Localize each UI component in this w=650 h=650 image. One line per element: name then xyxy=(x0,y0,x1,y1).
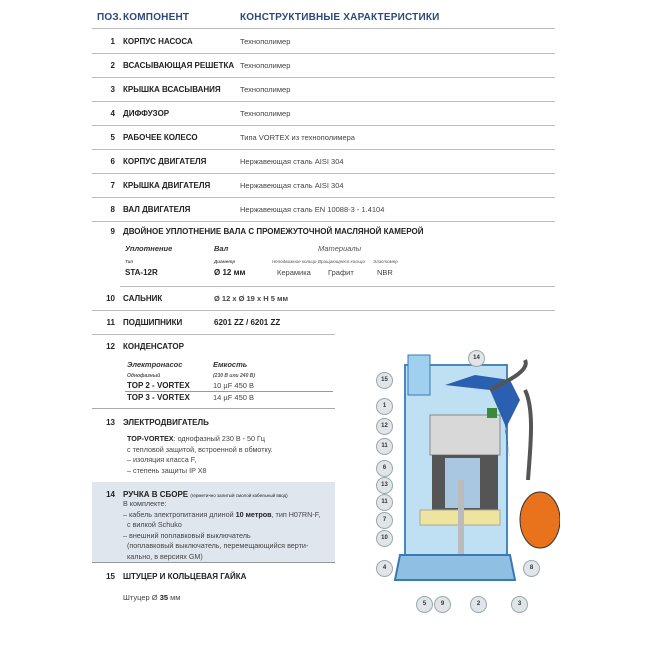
row-number: 6 xyxy=(110,157,115,166)
callout-label: 11 xyxy=(376,494,393,511)
row-component: ДИФФУЗОР xyxy=(123,109,170,118)
row-value: Нержавеющая сталь AISI 304 xyxy=(240,157,344,166)
text-line: – внешний поплавковый выключатель xyxy=(123,530,251,540)
nozzle-diameter: 35 xyxy=(159,593,169,602)
row-number: 13 xyxy=(106,418,115,427)
rotating-ring-label: Вращающееся кольцо xyxy=(318,259,365,264)
row-component: КРЫШКА ВСАСЫВАНИЯ xyxy=(123,85,221,94)
divider xyxy=(92,408,335,409)
rotating-ring-material: Графит xyxy=(328,268,354,277)
handle-description xyxy=(123,499,320,562)
callout-label: 1 xyxy=(376,398,393,415)
header-pos: ПОЗ. xyxy=(97,12,122,23)
row-number: 4 xyxy=(110,109,115,118)
text-line: В комплекте: xyxy=(123,499,167,508)
motor-power: : однофазный 230 В - 50 Гц xyxy=(173,434,266,443)
row-number: 8 xyxy=(110,205,115,214)
shaft-label: Вал xyxy=(214,244,229,253)
text: мм xyxy=(168,593,181,602)
component-note: (герметично залитый смолой кабельный ввод) xyxy=(190,493,288,498)
row-number: 12 xyxy=(106,342,115,351)
row-value: Нержавеющая сталь EN 10088-3 - 1.4104 xyxy=(240,205,385,214)
callout-label: 10 xyxy=(376,530,393,547)
row-number: 7 xyxy=(110,181,115,190)
row-value: Нержавеющая сталь AISI 304 xyxy=(240,181,344,190)
row-component: ПОДШИПНИКИ xyxy=(123,318,183,327)
voltage-label: (230 В или 240 В) xyxy=(213,373,256,379)
callout-label: 14 xyxy=(468,350,485,367)
cable-length: 10 метров xyxy=(235,509,272,519)
capacity-1: 10 µF 450 В xyxy=(213,381,255,390)
row-component: КОНДЕНСАТОР xyxy=(123,342,184,351)
row-number: 9 xyxy=(110,227,115,236)
row-component: РАБОЧЕЕ КОЛЕСО xyxy=(123,133,198,142)
text-line: кально, в версиях GM) xyxy=(123,551,203,561)
callout-label: 6 xyxy=(376,460,393,477)
callout-label: 5 xyxy=(416,596,433,613)
row-component: ВАЛ ДВИГАТЕЛЯ xyxy=(123,205,191,214)
row-value: Технополимер xyxy=(240,61,291,70)
seal-type: STA-12R xyxy=(125,268,158,277)
row-number: 10 xyxy=(106,294,115,303)
divider xyxy=(92,53,555,54)
row-value: Технополимер xyxy=(240,37,291,46)
model-1: TOP 2 - VORTEX xyxy=(127,381,190,390)
divider xyxy=(92,28,555,29)
diameter-label: Диаметр xyxy=(214,259,236,264)
row-number: 15 xyxy=(106,572,115,581)
capacity-label: Емкость xyxy=(213,360,248,369)
row-value: Технополимер xyxy=(240,109,291,118)
header-component: КОМПОНЕНТ xyxy=(123,12,190,23)
divider xyxy=(92,221,555,222)
divider xyxy=(92,149,555,150)
header-characteristics: КОНСТРУКТИВНЫЕ ХАРАКТЕРИСТИКИ xyxy=(240,12,440,23)
fixed-ring-material: Керамика xyxy=(277,268,311,277)
row-component: КРЫШКА ДВИГАТЕЛЯ xyxy=(123,181,211,190)
callout-label: 12 xyxy=(376,418,393,435)
materials-label: Материалы xyxy=(318,244,362,253)
row-number: 2 xyxy=(110,61,115,70)
divider xyxy=(92,197,555,198)
row-number: 1 xyxy=(110,37,115,46)
seal-label: Уплотнение xyxy=(125,244,173,253)
text-line: (поплавковый выключатель, перемещающийся верти- xyxy=(123,541,309,550)
model-2: TOP 3 - VORTEX xyxy=(127,393,190,402)
row-component: ДВОЙНОЕ УПЛОТНЕНИЕ ВАЛА С ПРОМЕЖУТОЧНОЙ МАСЛЯНОЙ КАМЕРОЙ xyxy=(123,227,424,236)
pump-label: Электронасос xyxy=(127,360,183,369)
divider xyxy=(92,334,335,335)
capacity-2: 14 µF 450 В xyxy=(213,393,255,402)
callout-label: 8 xyxy=(523,560,540,577)
row-value: Ø 12 x Ø 19 x H 5 мм xyxy=(214,294,289,303)
divider xyxy=(92,77,555,78)
divider xyxy=(92,125,555,126)
fixed-ring-label: Неподвижное кольцо xyxy=(272,259,317,264)
divider xyxy=(92,173,555,174)
callout-label: 4 xyxy=(376,560,393,577)
phase-label: Однофазный xyxy=(127,373,161,379)
row-component: САЛЬНИК xyxy=(123,294,163,303)
row-number: 3 xyxy=(110,85,115,94)
divider xyxy=(92,310,555,311)
row-number: 14 xyxy=(106,490,115,499)
ip-rating: – степень защиты IP X8 xyxy=(127,465,207,475)
callout-label: 3 xyxy=(511,596,528,613)
shaft-diameter: Ø 12 мм xyxy=(214,268,246,277)
row-value xyxy=(123,593,180,602)
row-number: 5 xyxy=(110,133,115,142)
divider xyxy=(125,391,333,392)
callout-label: 15 xyxy=(376,372,393,389)
callout-label: 2 xyxy=(470,596,487,613)
row-component: ЭЛЕКТРОДВИГАТЕЛЬ xyxy=(123,418,209,427)
component-name: РУЧКА В СБОРЕ xyxy=(123,490,189,499)
callout-label: 7 xyxy=(376,512,393,529)
elastomer-label: Эластомер xyxy=(373,259,398,264)
text: Штуцер Ø xyxy=(123,593,160,602)
text-line: – кабель электропитания длиной xyxy=(123,509,236,519)
elastomer-material: NBR xyxy=(377,268,393,277)
motor-model: TOP-VORTEX xyxy=(127,434,174,443)
divider xyxy=(92,101,555,102)
type-label: Тип xyxy=(125,259,134,264)
divider xyxy=(120,286,555,287)
row-value: Технополимер xyxy=(240,85,291,94)
callout-label: 9 xyxy=(434,596,451,613)
row-component: КОРПУС НАСОСА xyxy=(123,37,193,46)
row-component xyxy=(123,490,288,499)
insulation-class: – изоляция класса F, xyxy=(127,455,197,464)
text-line: , тип H07RN-F, xyxy=(271,509,321,519)
row-value: 6201 ZZ / 6201 ZZ xyxy=(214,318,281,327)
callout-label: 13 xyxy=(376,477,393,494)
motor-protection: с тепловой защитой, встроенной в обмотку. xyxy=(127,444,273,454)
row-number: 11 xyxy=(106,318,115,327)
text-line: с вилкой Schuko xyxy=(123,520,182,529)
row-component: ВСАСЫВАЮЩАЯ РЕШЕТКА xyxy=(123,61,235,70)
row-component: КОРПУС ДВИГАТЕЛЯ xyxy=(123,157,207,166)
callout-label: 11 xyxy=(376,438,393,455)
row-value: Типа VORTEX из технополимера xyxy=(240,133,355,142)
motor-description xyxy=(127,434,273,476)
row-component: ШТУЦЕР И КОЛЬЦЕВАЯ ГАЙКА xyxy=(123,572,247,581)
